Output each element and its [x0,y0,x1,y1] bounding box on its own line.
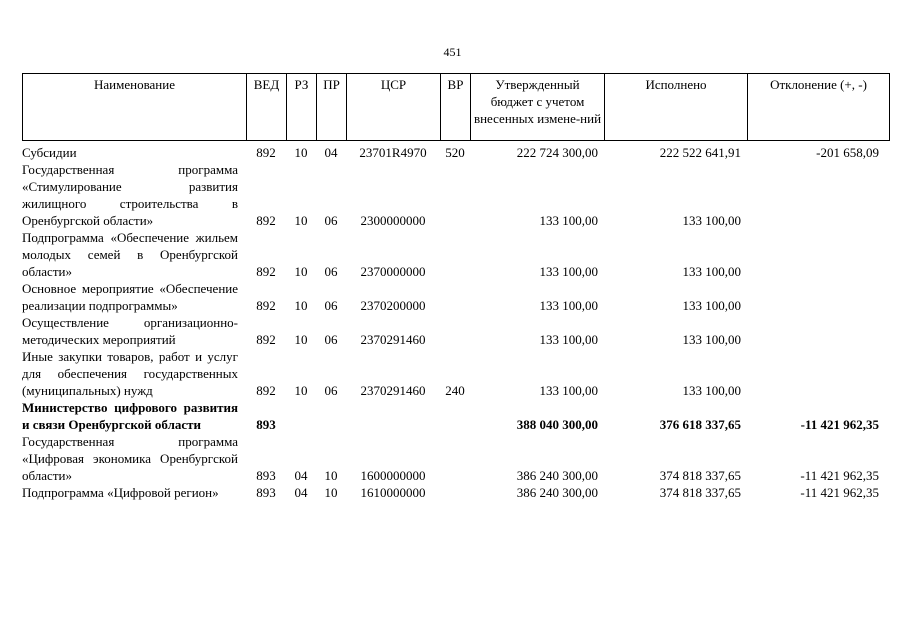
cell-executed: 222 522 641,91 [659,145,741,160]
cell-name: Государственная программа «Цифровая экономика Оренбургской области» [22,434,238,483]
cell-csr: 23701R4970 [359,145,427,160]
page-number: 451 [443,45,462,59]
cell-ved: 892 [256,213,276,228]
cell-executed: 133 100,00 [682,298,741,313]
header-vr: ВР [441,74,471,141]
cell-vr [440,399,470,433]
cell-name: Подпрограмма «Обеспечение жильем молодых семей в Оренбургской области» [22,230,238,279]
cell-approved: 222 724 300,00 [516,145,598,160]
cell-pr: 10 [324,468,338,483]
table-row [22,433,889,484]
table-row [22,399,889,433]
table-row [22,144,889,161]
cell-ved: 892 [256,332,276,347]
cell-deviation: -11 421 962,35 [800,485,879,500]
cell-ved: 893 [256,468,276,483]
table-row [22,484,889,501]
cell-ved: 892 [256,145,276,160]
cell-deviation: -11 421 962,35 [800,468,879,483]
cell-executed: 374 818 337,65 [659,468,741,483]
table-body [22,144,889,501]
cell-rz: 04 [294,468,308,483]
cell-deviation [747,280,889,314]
cell-ved: 892 [256,298,276,313]
table-header [22,73,890,141]
cell-pr: 06 [324,383,338,398]
cell-rz: 10 [294,383,308,398]
table-row [22,280,889,314]
cell-approved: 133 100,00 [539,298,598,313]
cell-vr [440,314,470,348]
cell-csr: 2300000000 [360,213,426,228]
table-row [22,161,889,229]
cell-rz: 10 [294,332,308,347]
cell-vr [440,229,470,280]
cell-deviation: -11 421 962,35 [800,417,879,432]
cell-rz: 10 [294,264,308,279]
cell-approved: 133 100,00 [539,213,598,228]
cell-name: Иные закупки товаров, работ и услуг для обеспечения государственных (муниципальных) нужд [22,349,238,398]
cell-vr [440,161,470,229]
header-name: Наименование [23,74,247,141]
cell-vr [440,484,470,501]
cell-pr: 04 [324,145,338,160]
cell-deviation: -201 658,09 [816,145,879,160]
header-csr: ЦСР [347,74,441,141]
cell-pr: 10 [324,485,338,500]
cell-rz: 10 [294,145,308,160]
cell-pr: 06 [324,264,338,279]
cell-pr [316,399,346,433]
cell-executed: 376 618 337,65 [659,417,741,432]
cell-rz: 04 [294,485,308,500]
cell-approved: 386 240 300,00 [516,485,598,500]
cell-pr: 06 [324,332,338,347]
cell-executed: 133 100,00 [682,213,741,228]
cell-executed: 133 100,00 [682,264,741,279]
cell-approved: 133 100,00 [539,383,598,398]
cell-deviation [747,314,889,348]
cell-executed: 133 100,00 [682,383,741,398]
cell-name: Подпрограмма «Цифровой регион» [22,485,219,500]
cell-rz [286,399,316,433]
cell-vr: 240 [445,383,465,398]
cell-vr: 520 [445,145,465,160]
cell-approved: 133 100,00 [539,264,598,279]
cell-csr: 2370000000 [360,264,426,279]
header-deviation: Отклонение (+, -) [748,74,890,141]
cell-vr [440,433,470,484]
cell-csr: 1600000000 [360,468,426,483]
cell-rz: 10 [294,298,308,313]
header-approved: Утвержденный бюджет с учетом внесенных измене-ний [471,74,605,141]
cell-vr [440,280,470,314]
cell-deviation [747,229,889,280]
header-rz: РЗ [287,74,317,141]
cell-approved: 386 240 300,00 [516,468,598,483]
cell-name: Основное мероприятие «Обеспечение реализации подпрограммы» [22,281,238,313]
cell-ved: 893 [256,417,276,432]
cell-csr: 2370291460 [360,332,426,347]
cell-csr: 2370200000 [360,298,426,313]
table-row [22,229,889,280]
table-row [22,348,889,399]
cell-csr: 2370291460 [360,383,426,398]
cell-csr [346,399,440,433]
header-ved: ВЕД [247,74,287,141]
cell-executed: 133 100,00 [682,332,741,347]
cell-approved: 388 040 300,00 [516,417,598,432]
cell-name: Субсидии [22,145,77,160]
cell-executed: 374 818 337,65 [659,485,741,500]
table-row [22,314,889,348]
cell-ved: 892 [256,383,276,398]
cell-name: Осуществление организационно-методических мероприятий [22,315,238,347]
cell-pr: 06 [324,298,338,313]
cell-name: Министерство цифрового развития и связи Оренбургской области [22,400,238,432]
cell-name: Государственная программа «Стимулирование развития жилищного строительства в Оренбургской области» [22,162,238,228]
cell-ved: 892 [256,264,276,279]
cell-approved: 133 100,00 [539,332,598,347]
cell-rz: 10 [294,213,308,228]
cell-pr: 06 [324,213,338,228]
header-pr: ПР [317,74,347,141]
cell-csr: 1610000000 [360,485,426,500]
cell-deviation [747,348,889,399]
cell-ved: 893 [256,485,276,500]
header-executed: Исполнено [605,74,748,141]
cell-deviation [747,161,889,229]
